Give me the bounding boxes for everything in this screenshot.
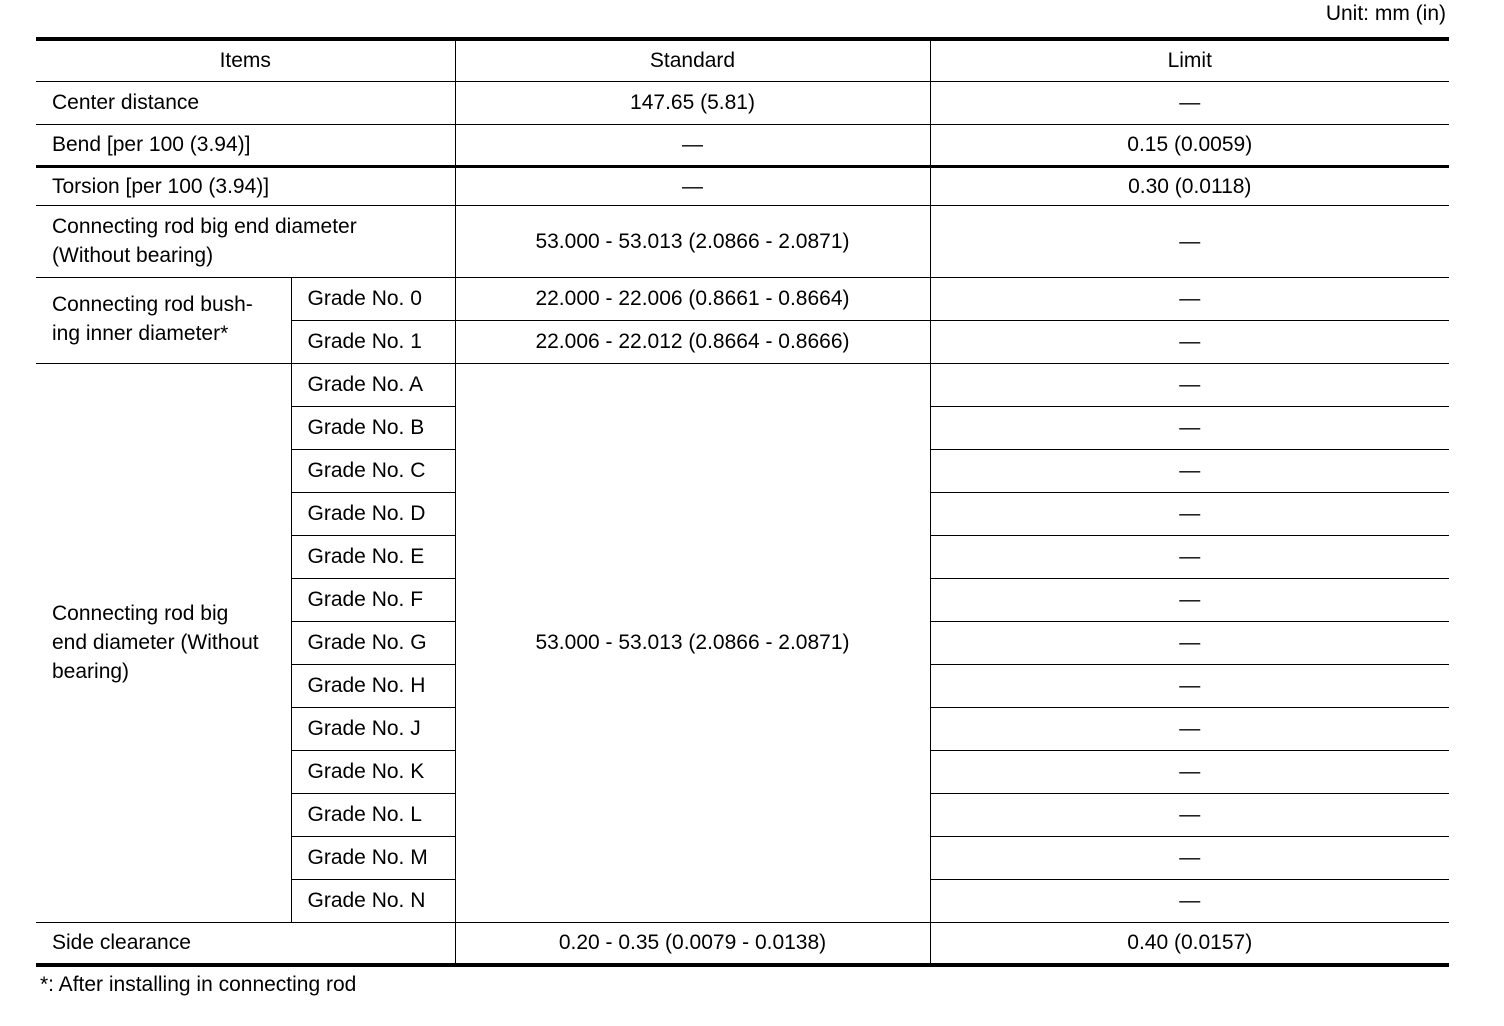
item-big-end-line1: Connecting rod big end diameter xyxy=(52,215,357,238)
limit-torsion: 0.30 (0.0118) xyxy=(930,166,1449,205)
item-center-distance: Center distance xyxy=(36,81,455,124)
limit-cell: — xyxy=(930,836,1449,879)
grade-cell: Grade No. H xyxy=(291,664,455,707)
limit-cell: — xyxy=(930,578,1449,621)
table-row xyxy=(36,922,1449,965)
table-row xyxy=(36,277,1449,320)
limit-cell: — xyxy=(930,535,1449,578)
item-big-end-graded-line1: Connecting rod big xyxy=(52,602,229,625)
limit-cell: — xyxy=(930,750,1449,793)
item-bushing-inner-diameter xyxy=(36,277,291,363)
grade-cell: Grade No. G xyxy=(291,621,455,664)
limit-cell: — xyxy=(930,492,1449,535)
limit-bushing-grade-1: — xyxy=(930,320,1449,363)
grade-cell: Grade No. 0 xyxy=(291,277,455,320)
standard-center-distance: 147.65 (5.81) xyxy=(455,81,930,124)
limit-bushing-grade-0: — xyxy=(930,277,1449,320)
table-row xyxy=(36,363,1449,406)
grade-cell: Grade No. E xyxy=(291,535,455,578)
standard-bushing-grade-1: 22.006 - 22.012 (0.8664 - 0.8666) xyxy=(455,320,930,363)
connecting-rod-spec-table xyxy=(36,37,1449,967)
item-big-end-graded xyxy=(36,363,291,922)
grade-cell: Grade No. B xyxy=(291,406,455,449)
standard-side-clearance: 0.20 - 0.35 (0.0079 - 0.0138) xyxy=(455,922,930,965)
table-row xyxy=(36,81,1449,124)
table-row xyxy=(36,124,1449,166)
table-row xyxy=(36,166,1449,205)
standard-big-end-graded: 53.000 - 53.013 (2.0866 - 2.0871) xyxy=(455,363,930,922)
limit-cell: — xyxy=(930,664,1449,707)
item-bushing-line1: Connecting rod bush- xyxy=(52,292,253,316)
standard-bushing-grade-0: 22.000 - 22.006 (0.8661 - 0.8664) xyxy=(455,277,930,320)
item-big-end-graded-line2: end diameter (Without xyxy=(52,631,259,654)
limit-side-clearance: 0.40 (0.0157) xyxy=(930,922,1449,965)
grade-cell: Grade No. K xyxy=(291,750,455,793)
item-big-end-diameter xyxy=(36,205,455,277)
standard-bend: — xyxy=(455,124,930,166)
standard-big-end-diameter: 53.000 - 53.013 (2.0866 - 2.0871) xyxy=(455,205,930,277)
limit-center-distance: — xyxy=(930,81,1449,124)
limit-cell: — xyxy=(930,621,1449,664)
grade-cell: Grade No. L xyxy=(291,793,455,836)
limit-bend: 0.15 (0.0059) xyxy=(930,124,1449,166)
item-big-end-graded-line3: bearing) xyxy=(52,660,130,683)
limit-cell: — xyxy=(930,363,1449,406)
limit-cell: — xyxy=(930,406,1449,449)
grade-cell: Grade No. D xyxy=(291,492,455,535)
header-items: Items xyxy=(36,39,455,81)
standard-torsion: — xyxy=(455,166,930,205)
item-bushing-line2: ing inner diameter* xyxy=(52,321,229,345)
grade-cell: Grade No. J xyxy=(291,707,455,750)
grade-cell: Grade No. C xyxy=(291,449,455,492)
limit-cell: — xyxy=(930,793,1449,836)
header-standard: Standard xyxy=(455,39,930,81)
item-side-clearance: Side clearance xyxy=(36,922,455,965)
grade-cell: Grade No. A xyxy=(291,363,455,406)
item-big-end-line2: (Without bearing) xyxy=(52,244,214,267)
unit-label: Unit: mm (in) xyxy=(1325,2,1446,25)
grade-cell: Grade No. 1 xyxy=(291,320,455,363)
grade-cell: Grade No. F xyxy=(291,578,455,621)
footnote: *: After installing in connecting rod xyxy=(40,973,357,996)
table-header-row xyxy=(36,39,1449,81)
grade-cell: Grade No. M xyxy=(291,836,455,879)
limit-cell: — xyxy=(930,707,1449,750)
header-limit: Limit xyxy=(930,39,1449,81)
item-bend: Bend [per 100 (3.94)] xyxy=(36,124,455,166)
grade-cell: Grade No. N xyxy=(291,879,455,922)
limit-cell: — xyxy=(930,879,1449,922)
limit-big-end-diameter: — xyxy=(930,205,1449,277)
item-torsion: Torsion [per 100 (3.94)] xyxy=(36,166,455,205)
limit-cell: — xyxy=(930,449,1449,492)
table-row xyxy=(36,205,1449,277)
